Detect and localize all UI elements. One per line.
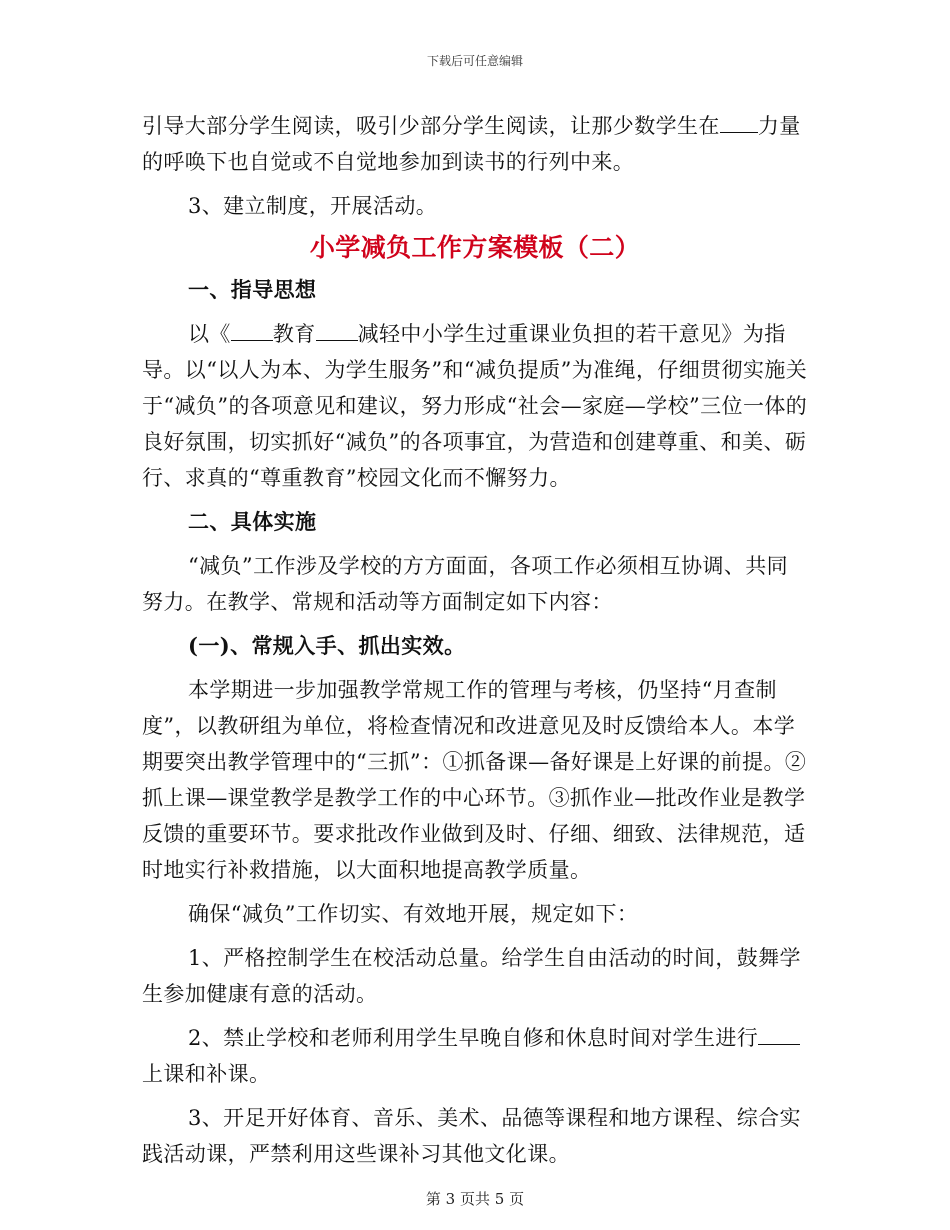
text-segment: 2、禁止学校和老师利用学生早晚自修和休息时间对学生进行: [188, 1026, 759, 1050]
fill-in-blank: [231, 322, 273, 341]
paragraph-reading-text-a: 引导大部分学生阅读，吸引少部分学生阅读，让那少数学生在: [142, 114, 720, 138]
page-footer: 第 3 页共 5 页: [425, 1190, 525, 1208]
rule-item-2: [142, 1020, 808, 1092]
paragraph-implementation: “减负”工作涉及学校的方方面面，各项工作必须相互协调、共同努力。在教学、常规和活动等方面制定如下内容：: [142, 554, 789, 614]
heading-routine: (一)、常规入手、抓出实效。: [188, 633, 466, 658]
fill-in-blank: [316, 322, 358, 341]
document-body: [142, 108, 808, 1172]
heading-guiding-thought: 一、指导思想: [188, 277, 317, 302]
rule-item-1: 1、严格控制学生在校活动总量。给学生自由活动的时间，鼓舞学生参加健康有意的活动。: [142, 946, 801, 1006]
fill-in-blank: [758, 1026, 800, 1045]
fill-in-blank: [720, 114, 758, 133]
document-title: 小学减负工作方案模板（二）: [309, 233, 641, 262]
text-segment: 减轻中小学生过重课业负担的若干意见》为指导。以“以人为本、为学生服务”和“减负提质”为准绳，仔细贯彻实施关于“减负”的各项意见和建议，努力形成“社会—家庭—学校”三位一体的良好氛围，切实抓好“减负”的各项事宜，为营造和创建尊重、和美、砺行、求真的“尊重教育”校园文化而不懈努力。: [142, 322, 808, 490]
page-header: 下载后可任意编辑: [426, 54, 523, 68]
paragraph-guiding-thought: [142, 316, 808, 496]
text-segment: 教育: [272, 322, 316, 346]
paragraph-reading: [142, 108, 808, 180]
item-establish-system: 3、建立制度，开展活动。: [188, 194, 438, 218]
paragraph-rules-intro: 确保“减负”工作切实、有效地开展，规定如下：: [188, 902, 639, 926]
paragraph-reading-text-b: 力量的呼唤下也自觉或不自觉地参加到读书的行列中来。: [142, 114, 801, 174]
text-segment: 以《: [188, 322, 231, 346]
rule-item-3: 3、开足开好体育、音乐、美术、品德等课程和地方课程、综合实践活动课，严禁利用这些课补习其他文化课。: [142, 1106, 801, 1166]
paragraph-routine: 本学期进一步加强教学常规工作的管理与考核，仍坚持“月查制度”，以教研组为单位，将检查情况和改进意见及时反馈给本人。本学期要突出教学管理中的“三抓”：①抓备课—备好课是上好课的前提。②抓上课—课堂教学是教学工作的中心环节。③抓作业—批改作业是教学反馈的重要环节。要求批改作业做到及时、仔细、细致、法律规范，适时地实行补救措施，以大面积地提高教学质量。: [142, 678, 807, 882]
text-segment: 上课和补课。: [142, 1062, 271, 1086]
heading-implementation: 二、具体实施: [188, 509, 317, 534]
